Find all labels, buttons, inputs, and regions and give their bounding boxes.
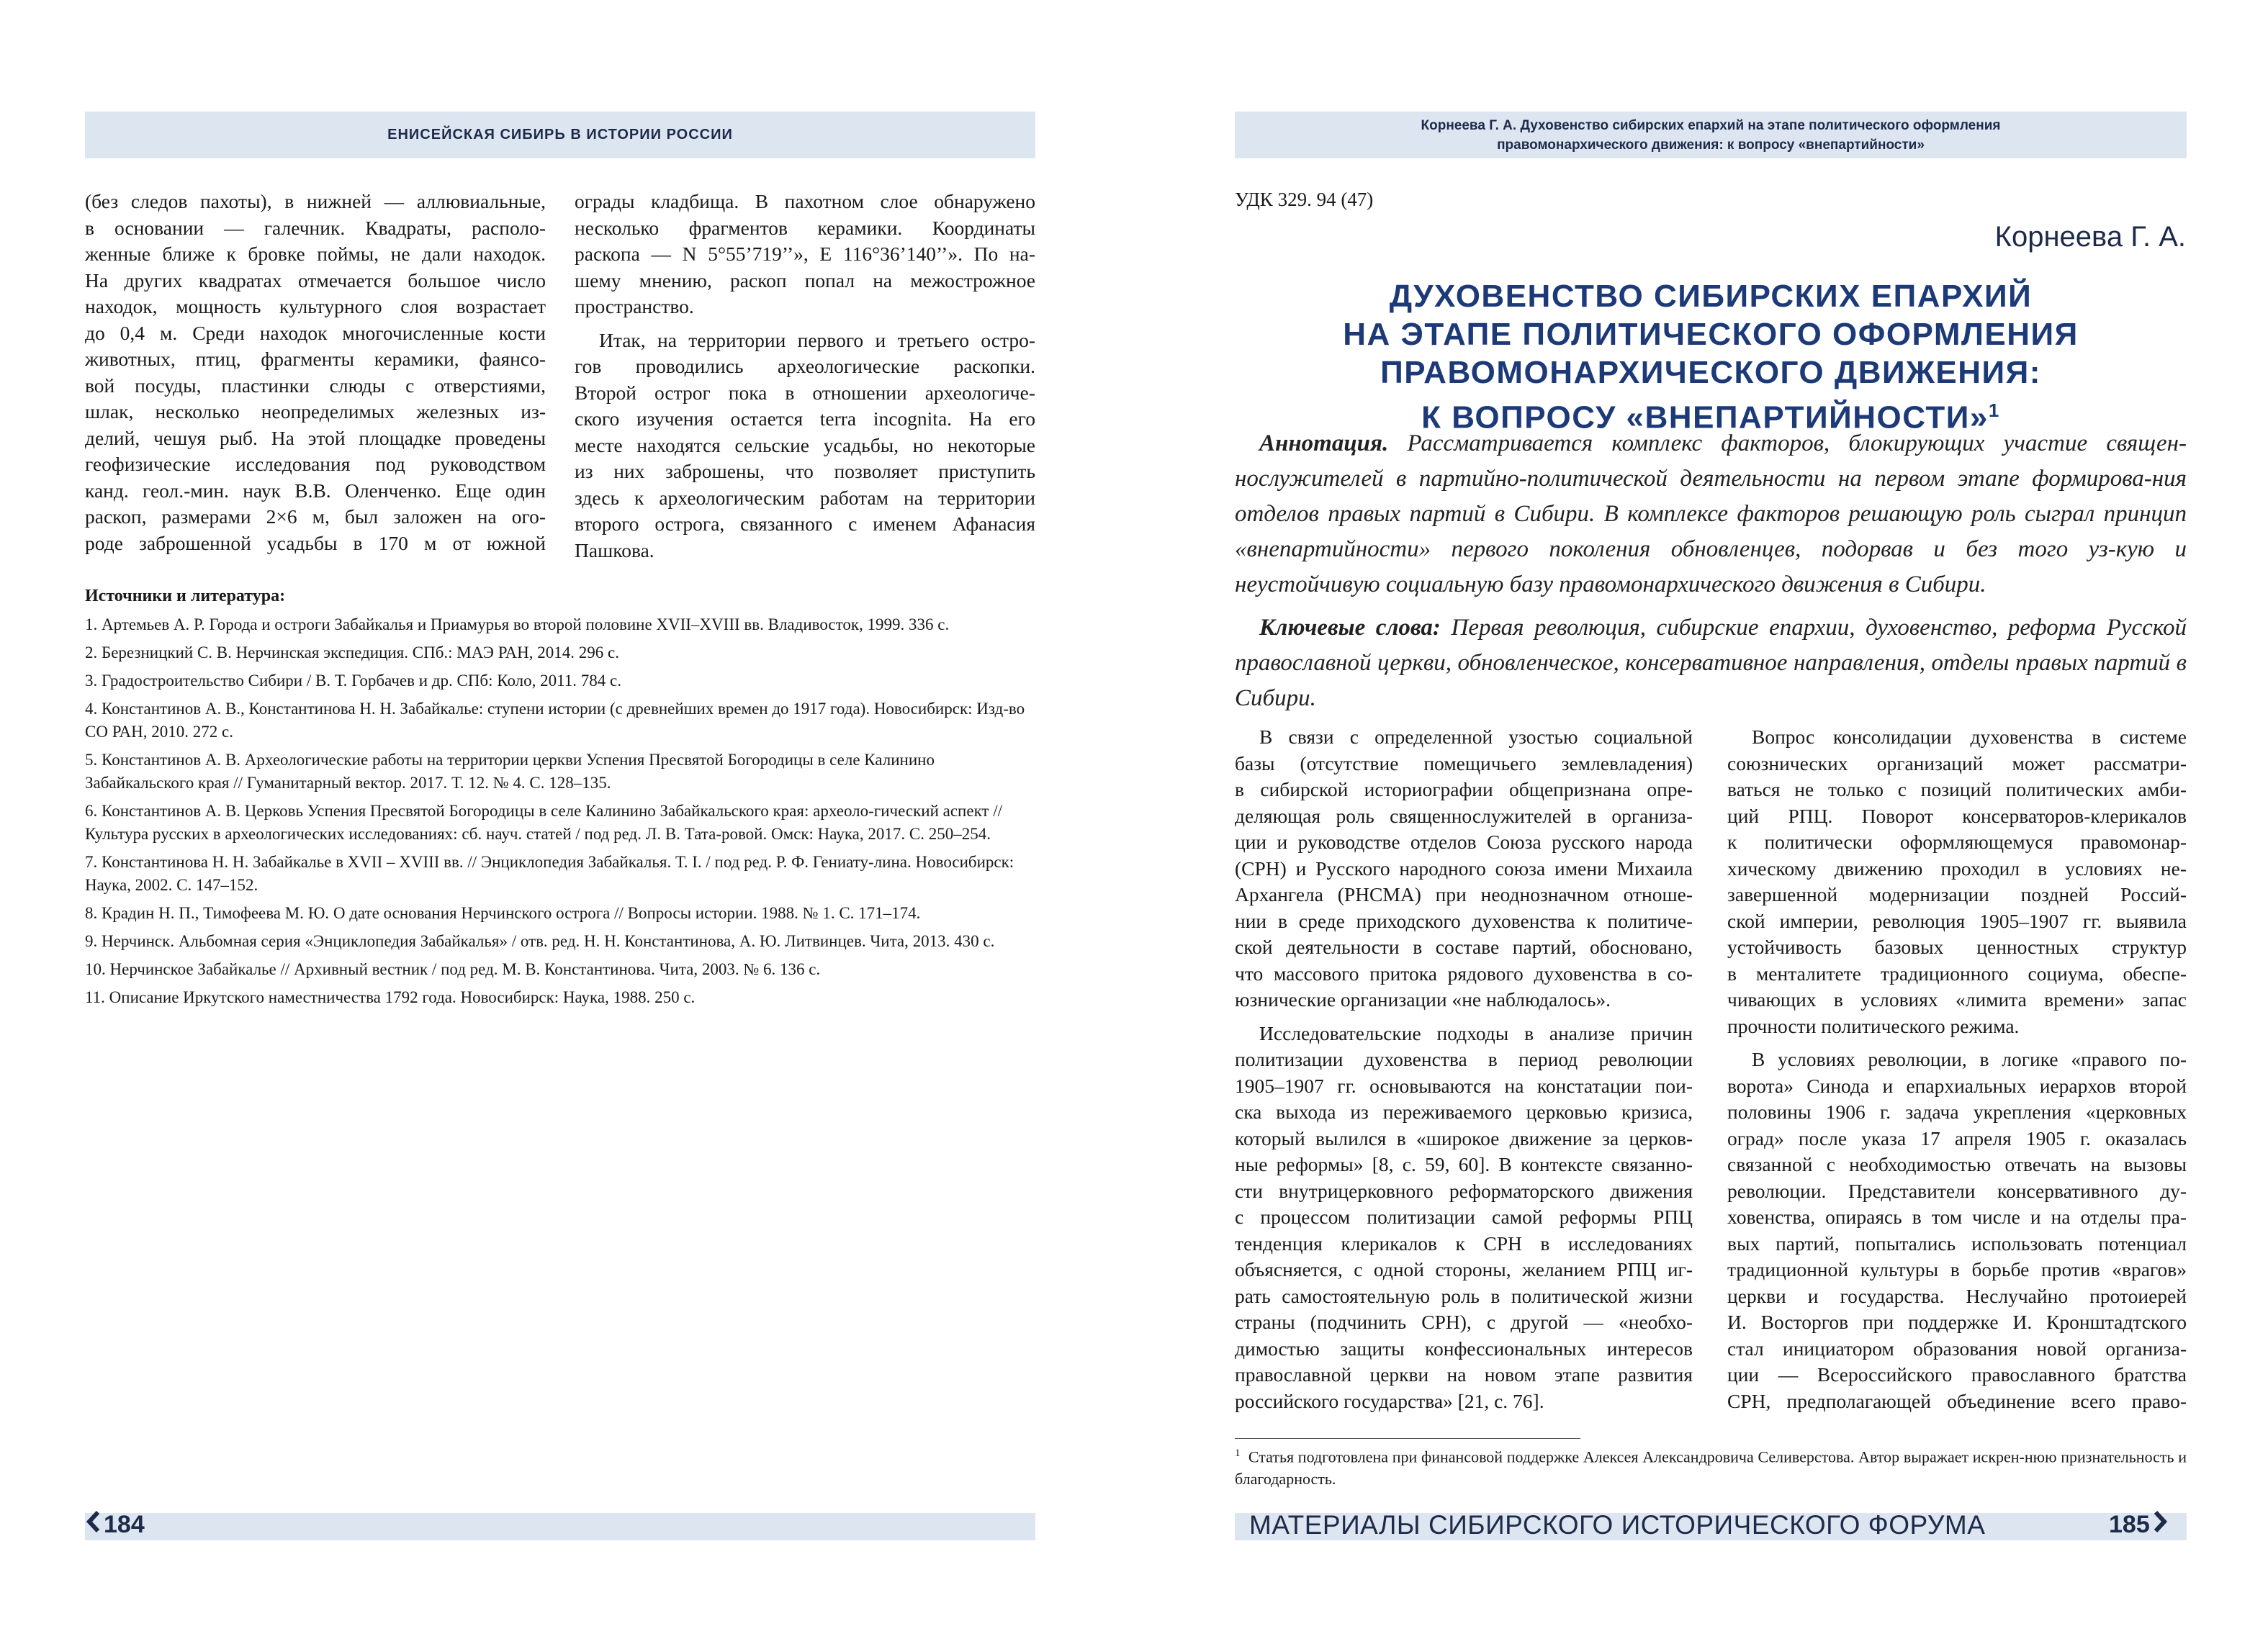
text-line: пространство. [575, 295, 694, 317]
chevron-left-icon[interactable] [86, 1511, 101, 1539]
author-name: Корнеева Г. А. [1994, 221, 2186, 253]
title-line: ДУХОВЕНСТВО СИБИРСКИХ ЕПАРХИЙ [1389, 279, 2033, 314]
text-line: канд. геол.-мин. наук В.В. Оленченко. Еще один [85, 479, 546, 502]
text-line: страны (подчинить СРН), с другой — «необхо- [1235, 1311, 1693, 1333]
running-header [1235, 112, 2187, 158]
text-line: ций РПЦ. Поворот консерваторов-клерикалов [1727, 804, 2187, 827]
running-header [85, 112, 1035, 158]
text-line: в сибирской историографии общепризнана опре- [1235, 778, 1693, 800]
text-line: ховенства, опираясь в том числе и на отделы пра- [1727, 1206, 2187, 1228]
text-line: делий, чешуя рыб. На этой площадке проведены [85, 426, 546, 449]
abstract-label: Аннотация. [1259, 430, 1389, 456]
right-page [1134, 0, 2268, 1644]
text-line: (без следов пахоты), в нижней — аллювиальные, [85, 190, 546, 212]
running-header-text: ЕНИСЕЙСКАЯ СИБИРЬ В ИСТОРИИ РОССИИ [387, 127, 733, 143]
text-line: вой посуды, пластинки слюды с отверстиями, [85, 374, 546, 397]
page-number: 185 [2109, 1511, 2150, 1538]
text-line: нии в среде приходского духовенства к политиче- [1235, 909, 1693, 932]
title-line: К ВОПРОСУ «ВНЕПАРТИЙНОСТИ»$^1$ [1421, 399, 2000, 435]
keywords [1235, 610, 2187, 716]
text-line: ваться не только с позиций политических амби- [1727, 778, 2187, 800]
text-line: оград» после указа 17 апреля 1905 г. оказалась [1727, 1126, 2187, 1150]
references-list [85, 613, 1035, 1009]
text-line: раскоп, размерами 2×6 м, был заложен на ого- [85, 505, 546, 528]
footer-bar [85, 1513, 1035, 1540]
text-line: Второй острог пока в отношении археологиче- [575, 381, 1035, 404]
text-line: из них заброшены, что позволяет приступить [575, 460, 1035, 482]
running-header-line-1: Корнеева Г. А. Духовенство сибирских епархий на этапе политического оформления [1421, 117, 2001, 133]
text-line: Архангела (РНСМА) при неоднозначном отноше- [1235, 883, 1693, 905]
paragraph [85, 189, 546, 556]
text-line: в менталитете традиционного социума, обеспе- [1727, 962, 2187, 985]
text-line: В связи с определенной узостью социальной [1259, 726, 1693, 748]
footnote-mark: 1 [1235, 1447, 1241, 1459]
text-line: устойчивость базовых ценностных структур [1727, 936, 2187, 958]
page-number-left [86, 1511, 145, 1539]
reference-item: 5. Константинов А. В. Археологические работы на территории церкви Успения Пресвятой Богородицы в селе Калинино Забайкальского края // Гуманитарный вектор. 2017. Т. 12. № 4. С. 128–135. [85, 751, 935, 792]
footnote-divider [1235, 1438, 1580, 1439]
text-line: Итак, на территории первого и третьего остро- [599, 328, 1035, 351]
text-line: шему мнению, раскоп попал на межострожное [575, 268, 1035, 292]
text-line: который вылился в «широкое движение за церков- [1235, 1126, 1693, 1150]
text-line: ограды кладбища. В пахотном слое обнаружено [575, 190, 1035, 212]
running-header-line-2: правомонархического движения: к вопросу «внепартийности» [1497, 137, 1925, 153]
text-line: политизации духовенства в период революции [1235, 1048, 1693, 1070]
text-line: животных, птиц, фрагменты керамики, фаянсо- [85, 348, 546, 370]
text-line: с процессом политизации самой реформы РПЦ [1235, 1206, 1693, 1228]
reference-item: 11. Описание Иркутского наместничества 1792 года. Новосибирск: Наука, 1988. 250 с. [85, 988, 696, 1006]
text-line: несколько фрагментов керамики. Координаты [575, 216, 1035, 239]
abstract [1235, 426, 2187, 602]
text-line: На других квадратах отмечается большое число [85, 268, 546, 292]
article-title [1235, 277, 2187, 437]
text-line: российского государства» [21, с. 76]. [1235, 1389, 1544, 1412]
text-line: стал инициатором образования новой организа- [1727, 1337, 2187, 1360]
text-line: В условиях революции, в логике «правого по- [1752, 1048, 2187, 1070]
text-column-1 [85, 189, 546, 556]
keywords-label: Ключевые слова: [1259, 615, 1441, 641]
text-line: традиционной культуры в борьбе против «врагов» [1727, 1258, 2187, 1281]
reference-item: 6. Константинов А. В. Церковь Успения Пресвятой Богородицы в селе Калинино Забайкальского края: археоло-гический аспект // Культура русских в археологических исследованиях: сб. науч. статей / под ред. Л. В. Тата-ровой. Омск: Наука, 2017. С. 250–254. [85, 802, 1003, 843]
text-line: юзнические организации «не наблюдалось». [1235, 988, 1611, 1011]
paragraph [575, 328, 1035, 564]
text-line: Исследовательские подходы в анализе причин [1259, 1021, 1693, 1044]
text-line: сти внутрицерковного реформаторского движения [1235, 1179, 1693, 1202]
text-line: деляющая роль священнослужителей в организа- [1235, 804, 1693, 827]
text-line: ского изучения остается terra incognita. На его [575, 407, 1035, 430]
reference-item: 2. Березницкий С. В. Нерчинская экспедиция. СПб.: МАЭ РАН, 2014. 296 с. [85, 643, 619, 661]
title-line: НА ЭТАПЕ ПОЛИТИЧЕСКОГО ОФОРМЛЕНИЯ [1343, 317, 2079, 352]
text-line: ворота» Синода и епархиальных иерархов второй [1727, 1074, 2187, 1097]
text-line: 1905–1907 гг. основываются на констатации пои- [1235, 1074, 1693, 1097]
paragraph [1235, 1021, 1693, 1415]
keywords-text: Первая революция, сибирские епархии, духовенство, реформа Русской православной церкви, обновленческое, консервативное направления, отделы правых партий в Сибири. [1235, 615, 2187, 711]
text-line: находок, мощность культурного слоя возрастает [85, 295, 546, 317]
text-line: ской империи, революция 1905–1907 гг. выявила [1727, 909, 2187, 932]
text-line: завершенной модернизации поздней Россий- [1727, 883, 2187, 905]
page-number-right [2109, 1511, 2167, 1539]
text-line: православной церкви на новом этапе развития [1235, 1363, 1693, 1386]
text-line: церкви и государства. Неслучайно протоиерей [1727, 1284, 2187, 1307]
text-line: к политически оформляющемуся правомонар- [1727, 831, 2187, 853]
text-column-2 [575, 189, 1035, 564]
text-line: второго острога, связанного с именем Афанасия [575, 512, 1035, 535]
text-line: союзнических организаций может рассматри- [1727, 751, 2187, 774]
text-column-2 [1727, 724, 2187, 1414]
reference-item: 4. Константинов А. В., Константинова Н. Н. Забайкалье: ступени истории (с древнейших времен до 1917 года). Новосибирск: Изд-во СО РАН, 2010. 272 с. [85, 700, 1025, 741]
text-line: хическому движению проходил в условиях не- [1727, 857, 2187, 880]
text-line: до 0,4 м. Среди находок многочисленные кости [85, 321, 546, 344]
text-line: базы (отсутствие помещичьего землевладения) [1235, 751, 1693, 774]
text-line: раскопа — N 5°55’719’’», E 116°36’140’’». По на- [575, 243, 1035, 265]
text-line: рать самостоятельную роль в политической жизни [1235, 1284, 1693, 1307]
footnote [1235, 1442, 2187, 1490]
text-line: прочности политического режима. [1727, 1014, 2020, 1037]
text-line: ции и руководстве отделов Союза русского народа [1235, 831, 1693, 853]
page-number: 184 [104, 1511, 145, 1538]
reference-item: 9. Нерчинск. Альбомная серия «Энциклопедия Забайкалья» / отв. ред. Н. Н. Константинова, А. Ю. Литвинцев. Чита, 2013. 430 с. [85, 932, 995, 950]
text-line: что массового притока рядового духовенства в со- [1235, 962, 1693, 985]
abstract-text: Рассматривается комплекс факторов, блокирующих участие священ-нослужителей в партийно-политической деятельности на первом этапе формирова-ния отделов правых партий в Сибири. В комплексе факторов решающую роль сыграл принцип «внепартийности» первого поколения обновленцев, подорвав и без того уз-кую и неустойчивую социальную базу правомонархического движения в Сибири. [1235, 430, 2187, 597]
paragraph [1727, 724, 2187, 1039]
text-line: вых партий, попытались использовать потенциал [1727, 1232, 2187, 1255]
text-line: Пашкова. [575, 538, 654, 561]
text-line: женные ближе к бровке поймы, не дали находок. [85, 243, 546, 265]
text-line: Вопрос консолидации духовенства в системе [1752, 726, 2187, 748]
text-line: чивающих в условиях «лимита времени» запас [1727, 988, 2187, 1011]
reference-item: 8. Крадин Н. П., Тимофеева М. Ю. О дате основания Нерчинского острога // Вопросы истории. 1988. № 1. С. 171–174. [85, 904, 921, 922]
paragraph [575, 189, 1035, 320]
journal-title: МАТЕРИАЛЫ СИБИРСКОГО ИСТОРИЧЕСКОГО ФОРУМА [1249, 1510, 1986, 1540]
text-line: СРН, предполагающей объединение всего право- [1727, 1389, 2187, 1412]
text-line: гов проводились археологические раскопки. [575, 355, 1035, 377]
text-line: ные реформы» [8, с. 59, 60]. В контексте связанно- [1235, 1153, 1693, 1175]
references [85, 584, 1035, 1014]
text-line: в основании — галечник. Квадраты, располо- [85, 216, 546, 239]
reference-item: 10. Нерчинское Забайкалье // Архивный вестник / под ред. М. В. Константинова. Чита, 2003. № 6. 136 с. [85, 960, 821, 978]
references-title: Источники и литература: [85, 587, 286, 605]
chevron-right-icon[interactable] [2153, 1511, 2167, 1539]
text-line: объясняется, с одной стороны, желанием РПЦ иг- [1235, 1258, 1693, 1281]
text-line: ска выхода из переживаемого церковью кризиса, [1235, 1101, 1693, 1123]
text-line: здесь к археологическим работам на территории [575, 486, 1035, 509]
text-line: революции. Представители консервативного ду- [1727, 1179, 2187, 1202]
text-line: роде заброшенной усадьбы в 170 м от южной [85, 531, 546, 554]
footnote-text: Статья подготовлена при финансовой поддержке Алексея Александровича Селиверстова. Автор выражает искрен-нюю признательность и благодарность. [1235, 1447, 2187, 1489]
text-line: тенденция клерикалов к СРН в исследованиях [1235, 1232, 1693, 1255]
text-line: И. Восторгов при поддержке И. Кронштадтского [1727, 1311, 2187, 1333]
paragraph [1235, 724, 1693, 1013]
text-line: шлак, несколько неопределимых железных из- [85, 400, 546, 423]
udk-code: УДК 329. 94 (47) [1235, 189, 1374, 210]
text-line: связанной с необходимостью отвечать на вызовы [1727, 1153, 2187, 1175]
paragraph [1727, 1047, 2187, 1414]
reference-item: 1. Артемьев А. Р. Города и остроги Забайкалья и Приамурья во второй половине XVII–XVIII вв. Владивосток, 1999. 336 с. [85, 615, 950, 633]
text-line: ской деятельности в составе партий, обосновано, [1235, 936, 1693, 958]
reference-item: 3. Градостроительство Сибири / В. Т. Горбачев и др. СПб: Коло, 2011. 784 с. [85, 672, 621, 690]
text-line: димостью защиты конфессиональных интересов [1235, 1337, 1693, 1360]
reference-item: 7. Константинова Н. Н. Забайкалье в XVII – XVIII вв. // Энциклопедия Забайкалья. Т. I. / под ред. Р. Ф. Гениату-лина. Новосибирск: Наука, 2002. С. 147–152. [85, 853, 1014, 894]
text-line: половины 1906 г. задача укрепления «церковных [1727, 1101, 2187, 1123]
text-line: месте находятся сельские усадьбы, но некоторые [575, 433, 1035, 456]
title-footnote-mark: 1 [1988, 399, 2000, 421]
text-line: геофизические исследования под руководством [85, 453, 546, 475]
title-line: ПРАВОМОНАРХИЧЕСКОГО ДВИЖЕНИЯ: [1380, 355, 2041, 390]
text-line: ции — Всероссийского православного братства [1727, 1363, 2187, 1386]
text-column-1 [1235, 724, 1693, 1414]
text-line: (СРН) и Русского народного союза имени Михаила [1235, 857, 1693, 880]
